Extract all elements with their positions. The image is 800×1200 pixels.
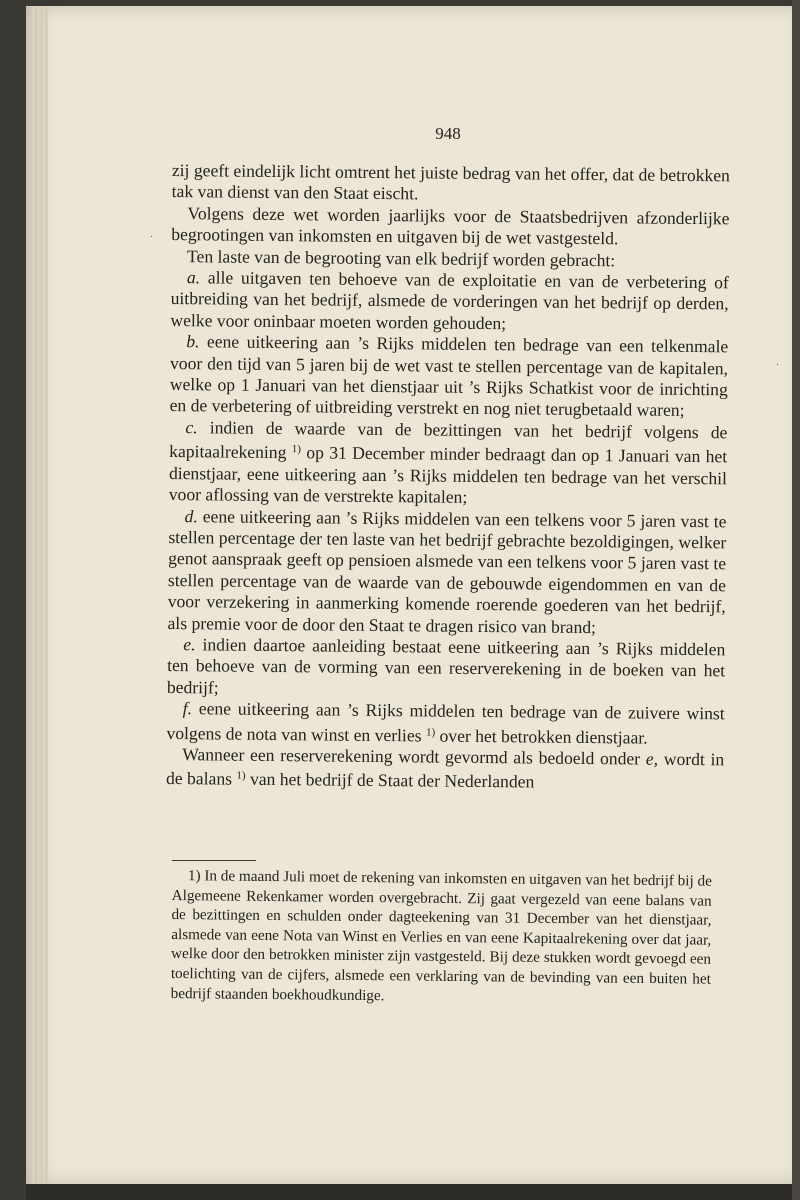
paragraph-3: Ten laste van de begrooting van elk bedrijf worden gebracht: bbox=[186, 245, 616, 270]
list-item-d bbox=[167, 505, 726, 639]
paragraph-4-text: Wanneer een reserverekening wordt gevormd als bedoeld onder bbox=[182, 744, 641, 769]
paragraph-4 bbox=[166, 744, 724, 795]
scan-right-edge bbox=[792, 0, 800, 1200]
list-item-text: over het betrokken dienstjaar. bbox=[439, 725, 648, 748]
footnote-reference: 1) bbox=[425, 726, 436, 739]
footnote-divider bbox=[172, 860, 256, 861]
list-item-label: e. bbox=[183, 634, 196, 655]
list-item-text: eene uitkeering aan ’s Rijks middelen van een telkens voor 5 jaren vast te stellen percentage der ten laste van het bedrijf gebrachte bezoldigingen, welker genot aanspraak geeft op pensioen alsmede van een telkens voor 5 jaren vast te stellen percentage van de waarde van de gebouwde eigendommen en van de voor verzekering in aanmerking komende roerende goederen van het bedrijf, als premie voor de door den Staat te dragen risico van brand; bbox=[167, 505, 727, 637]
list-item-text: eene uitkeering aan ’s Rijks middelen ten bedrage van een telkenmale voor den tijd van 5 jaren bij de wet vast te stellen percentage van de kapitalen, welke op 1 Januari van het dienstjaar uit ’s Rijks Schatkist voor de inrichting en de verbetering of uitbreiding verstrekt en nog niet terugbetaald waren; bbox=[169, 331, 729, 421]
page-gutter bbox=[30, 6, 48, 1184]
scan-speck: · bbox=[776, 360, 780, 371]
footnote-marker: 1) bbox=[187, 867, 201, 885]
page-number: 948 bbox=[435, 124, 461, 143]
list-item-text: eene uitkeering aan ’s Rijks middelen ten bedrage van de zuivere winst volgens de nota van winst en verlies bbox=[166, 698, 725, 745]
list-item-text: alle uitgaven ten behoeve van de exploitatie en van de verbetering of uitbreiding van het bedrijf, alsmede de vorderingen van het bedrijf op derden, welke voor oninbaar moeten worden gehouden; bbox=[170, 267, 729, 334]
list-item-e bbox=[167, 634, 726, 704]
scan-speck: · bbox=[150, 232, 154, 243]
paragraph-4-text: wordt in de balans bbox=[165, 748, 725, 789]
list-item-text: indien daartoe aanleiding bestaat eene uitkeering aan ’s Rijks middelen ten behoeve van de vorming van een reserverekening in de boeken van het bedrijf; bbox=[166, 634, 726, 698]
list-item-c bbox=[169, 417, 728, 511]
paragraph-4-text: van het bedrijf de Staat der Nederlanden bbox=[249, 769, 535, 792]
paragraph-2: Volgens deze wet worden jaarlijks voor de Staatsbedrijven afzonderlijke begrootingen van inkomsten en uitgaven bij de wet vastgesteld. bbox=[171, 202, 730, 249]
footnote-reference: 1) bbox=[236, 770, 246, 783]
scan-bottom-edge bbox=[26, 1184, 792, 1200]
list-item-text: op 31 December minder bedraagt dan op 1 Januari van het dienstjaar, eene uitkeering aan ’s Rijks middelen ten bedrage van het verschil voor aflossing van de verstrekte kapitalen; bbox=[168, 442, 728, 507]
list-item-label: b. bbox=[186, 331, 200, 352]
list-item-a bbox=[170, 267, 729, 337]
list-item-b bbox=[170, 331, 729, 422]
body-text bbox=[166, 160, 730, 795]
paragraph-1: zij geeft eindelijk licht omtrent het juiste bedrag van het offer, dat de betrokken tak van dienst van den Staat eischt. bbox=[171, 160, 730, 204]
footnote-text: In de maand Juli moet de rekening van inkomsten en uitgaven van het bedrijf bij de Algemeene Rekenkamer worden overgebracht. Zij gaat vergezeld van eene balans van de bezittingen en schulden onder dagteekening van 31 December van het dienstjaar, alsmede van eene Nota van Winst en Verlies en van eene Kapitaalrekening over dat jaar, welke door den betrokken minister zijn vastgesteld. Bij deze stukken wordt gevoegd een toelichting van de cijfers, alsmede een verklaring van de bevinding van een buiten het bedrijf staanden boekhoudkundige. bbox=[170, 867, 712, 1004]
list-item-text: indien de waarde van de bezittingen van het bedrijf volgens de kapitaalrekening bbox=[169, 417, 728, 463]
footnote bbox=[171, 866, 712, 1009]
list-item-label: a. bbox=[186, 267, 201, 288]
list-item-label: f. bbox=[182, 698, 193, 719]
paragraph-4-label: e, bbox=[645, 748, 659, 769]
footnote-reference: 1) bbox=[291, 443, 302, 456]
list-item-f bbox=[166, 698, 724, 749]
list-item-label: d. bbox=[184, 505, 198, 526]
list-item-label: c. bbox=[185, 417, 198, 438]
